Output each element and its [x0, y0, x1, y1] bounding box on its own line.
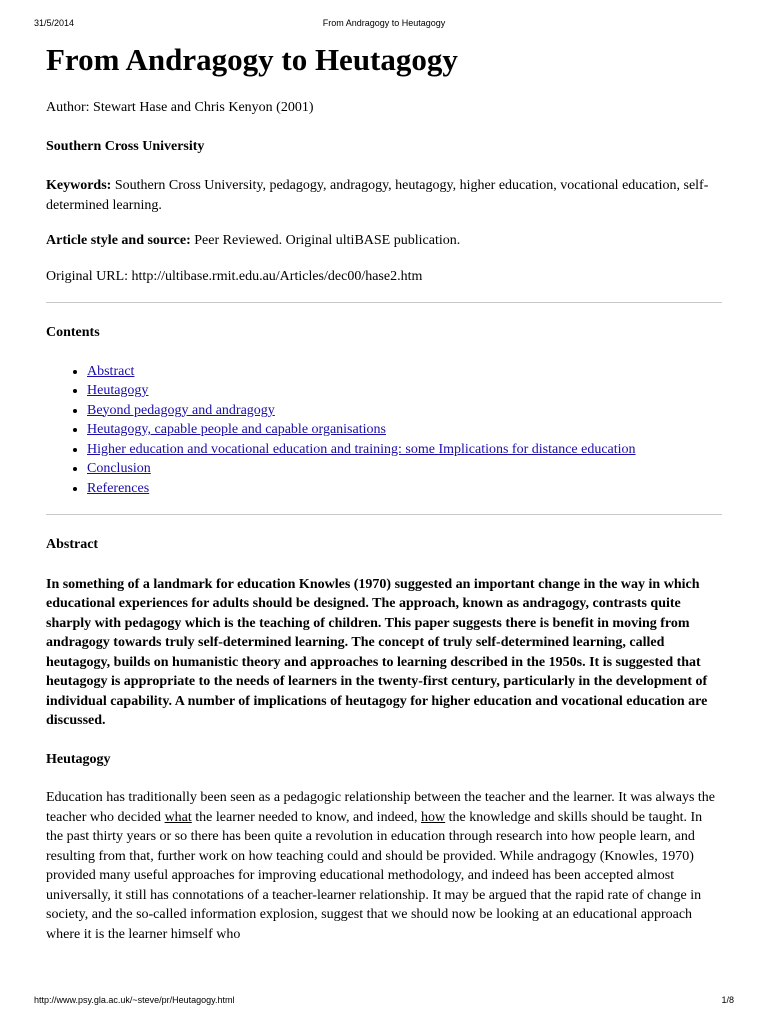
author-line: Author: Stewart Hase and Chris Kenyon (2001): [46, 100, 314, 115]
toc-link-abstract[interactable]: Abstract: [87, 363, 135, 379]
heutagogy-paragraph: [46, 788, 722, 944]
table-of-contents: [46, 362, 722, 499]
paragraph-text: Education has traditionally been seen as a pedagogic relationship between the teacher and the learner. It was always the teacher who decided: [46, 790, 716, 825]
heutagogy-heading: [46, 750, 722, 770]
paragraph-text: the knowledge and skills should be taught. In the past thirty years or so there has been quite a revolution in education through research into how people learn, and resulting from that, further work on how teaching could and should be provided. While andragogy (Knowles, 1970) provided many useful approaches for improving educational methodology, and indeed has been accepted almost universally, it still has connotations of a teacher-learner relationship. It may be argued that the rapid rate of change in society, and the so-called information explosion, suggest that we should now be looking at an educational approach where it is the learner himself who: [46, 809, 703, 942]
toc-item: [87, 459, 722, 479]
paragraph-text: the learner needed to know, and indeed,: [191, 809, 422, 825]
toc-link-capable[interactable]: Heutagogy, capable people and capable organisations: [87, 422, 386, 437]
print-header: [0, 18, 768, 30]
abstract-heading-text: Abstract: [46, 537, 99, 552]
keywords-label: Keywords:: [46, 178, 112, 193]
print-url: http://www.psy.gla.ac.uk/~steve/pr/Heutagogy.html: [34, 995, 235, 1005]
toc-item: [87, 381, 722, 401]
style-line: [46, 231, 722, 251]
style-text: Peer Reviewed. Original ultiBASE publication.: [190, 233, 461, 248]
toc-link-references[interactable]: References: [87, 480, 150, 496]
keywords-line: [46, 176, 722, 215]
keywords-text: Southern Cross University, pedagogy, andragogy, heutagogy, higher education, vocational education, self-determined learning.: [46, 178, 709, 213]
underlined-how: how: [421, 809, 446, 825]
abstract-heading: [46, 535, 722, 555]
toc-link-beyond[interactable]: Beyond pedagogy and andragogy: [87, 402, 275, 418]
toc-item: [87, 362, 722, 382]
toc-link-higher-education[interactable]: Higher education and vocational education and training: some Implications for distance education: [87, 441, 636, 457]
print-date: 31/5/2014: [34, 18, 75, 28]
divider: [46, 514, 722, 515]
style-label: Article style and source:: [46, 233, 191, 248]
contents-heading-text: Contents: [46, 325, 100, 340]
divider: [46, 302, 722, 303]
toc-item: [87, 401, 722, 421]
article-page: [46, 40, 722, 944]
page-number: 1/8: [721, 995, 734, 1005]
abstract-body: In something of a landmark for education Knowles (1970) suggested an important change in the way in which educational experiences for adults should be designed. The approach, known as andragogy, contrasts quite sharply with pedagogy which is the teaching of children. This paper suggests there is benefit in moving from andragogy towards truly self-determined learning. The concept of truly self-determined learning, called heutagogy, builds on humanistic theory and approaches to learning described in the 1950s. It is suggested that heutagogy is appropriate to the needs of learners in the twenty-first century, particularly in the development of individual capability. A number of implications of heutagogy for higher education and vocational education are discussed.: [46, 576, 708, 728]
toc-item: [87, 479, 722, 499]
toc-item: [87, 440, 722, 460]
heutagogy-heading-text: Heutagogy: [46, 751, 111, 767]
university-line: [46, 137, 722, 157]
print-title: From Andragogy to Heutagogy: [322, 18, 446, 28]
page-title: From Andragogy to Heutagogy: [46, 42, 458, 77]
underlined-what: what: [164, 809, 192, 825]
toc-link-heutagogy[interactable]: Heutagogy: [87, 383, 149, 398]
contents-heading: [46, 323, 722, 343]
original-url: Original URL: http://ultibase.rmit.edu.au/Articles/dec00/hase2.htm: [46, 268, 423, 284]
toc-link-conclusion[interactable]: Conclusion: [87, 461, 151, 476]
university-name: Southern Cross University: [46, 138, 205, 154]
toc-item: [87, 420, 722, 440]
print-footer: [0, 995, 768, 1007]
